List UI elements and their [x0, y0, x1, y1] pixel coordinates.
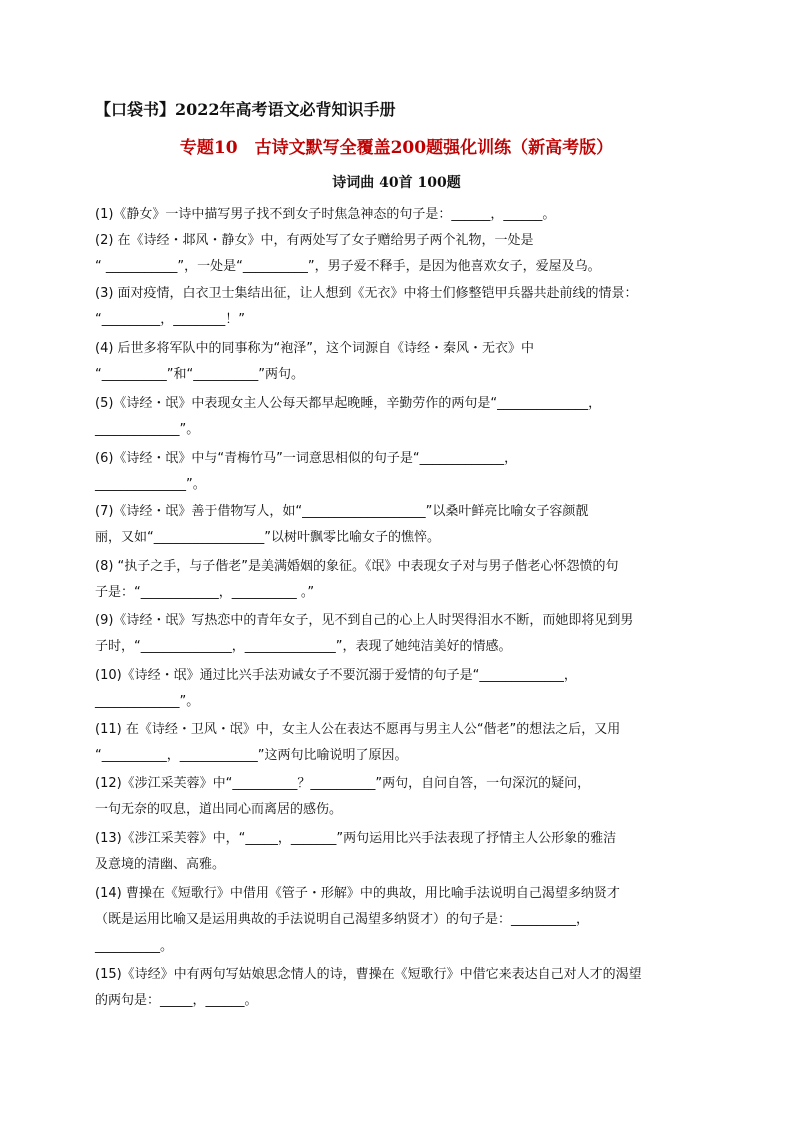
- question-14-line-2: （既是运用比喻又是运用典故的手法说明自己渴望多纳贤才）的句子是：__________，: [95, 912, 590, 927]
- question-2-line-1: (2) 在《诗经・邶风・静女》中，有两处写了女子赠给男子两个礼物，一处是: [95, 233, 534, 248]
- question-15-line-2: 的两句是：_____，______。: [95, 993, 258, 1008]
- question-14-line-1: (14) 曹操在《短歌行》中借用《管子・形解》中的典故，用比喻手法说明自己渴望多纳贤才: [95, 886, 620, 901]
- question-11-line-2: “__________，____________”这两句比喻说明了原因。: [95, 748, 408, 763]
- book-header: 【口袋书】2022年高考语文必背知识手册: [95, 100, 396, 119]
- question-15-line-1: (15)《诗经》中有两句写姑娘思念情人的诗，曹操在《短歌行》中借它来表达自己对人才的渴望: [95, 967, 642, 982]
- question-7-line-2: 丽，又如“_________________”以树叶飘零比喻女子的憔悴。: [95, 530, 440, 545]
- question-9-line-1: (9)《诗经・氓》写热恋中的青年女子，见不到自己的心上人时哭得泪水不断，而她即将见到男: [95, 613, 634, 628]
- question-4-line-1: (4) 后世多将军队中的同事称为“袍泽”，这个词源自《诗经・秦风・无衣》中: [95, 341, 535, 356]
- question-13-line-2: 及意境的清幽、高雅。: [95, 857, 226, 872]
- question-12-line-2: 一句无奈的叹息，道出同心而离居的感伤。: [95, 802, 343, 817]
- question-8-line-1: (8) “执子之手，与子偕老”是美满婚姻的象征。《氓》中表现女子对与男子偕老心怀怨愤的句: [95, 559, 619, 574]
- question-13-line-1: (13)《涉江采芙蓉》中，“_____，_______”两句运用比兴手法表现了抒情主人公形象的雅洁: [95, 831, 617, 846]
- question-14-line-3: __________。: [95, 939, 174, 954]
- question-12-line-1: (12)《涉江采芙蓉》中“__________？__________”两句，自问自答，一句深沉的疑问，: [95, 776, 591, 791]
- section-title: 诗词曲 40首 100题: [332, 175, 461, 191]
- question-4-line-2: “__________”和“__________”两句。: [95, 367, 304, 382]
- question-10-line-2: _____________”。: [95, 694, 200, 709]
- question-6-line-1: (6)《诗经・氓》中与“青梅竹马”一词意思相似的句子是“_____________，: [95, 451, 518, 466]
- question-11-line-1: (11) 在《诗经・卫风・氓》中，女主人公在表达不愿再与男主人公“偕老”的想法之后，又用: [95, 722, 621, 737]
- question-9-line-2: 子时，“______________，______________”，表现了她纯洁美好的情感。: [95, 639, 512, 654]
- question-10-line-1: (10)《诗经・氓》通过比兴手法劝诫女子不要沉溺于爱情的句子是“_____________，: [95, 668, 577, 683]
- question-5-line-2: _____________”。: [95, 422, 200, 437]
- subject-title: 专题10 古诗文默写全覆盖200题强化训练（新高考版）: [179, 138, 614, 158]
- question-2-line-2: “ ___________”，一处是“__________”，男子爱不释手，是因为他喜欢女子，爱屋及乌。: [95, 259, 601, 274]
- question-8-line-2: 子是：“____________，__________ 。”: [95, 585, 315, 600]
- question-6-line-2: ______________”。: [95, 477, 206, 492]
- question-5-line-1: (5)《诗经・氓》中表现女主人公每天都早起晚睡，辛勤劳作的两句是“______________，: [95, 396, 602, 411]
- question-1-line-1: (1)《静女》一诗中描写男子找不到女子时焦急神态的句子是：______，______。: [95, 207, 556, 222]
- question-3-line-1: (3) 面对疫情，白衣卫士集结出征，让人想到《无衣》中将士们修整铠甲兵器共赴前线的情景：: [95, 286, 638, 301]
- question-7-line-1: (7)《诗经・氓》善于借物写人，如“___________________”以桑叶鲜亮比喻女子容颜靓: [95, 504, 589, 519]
- question-3-line-2: “_________，________！”: [95, 312, 245, 327]
